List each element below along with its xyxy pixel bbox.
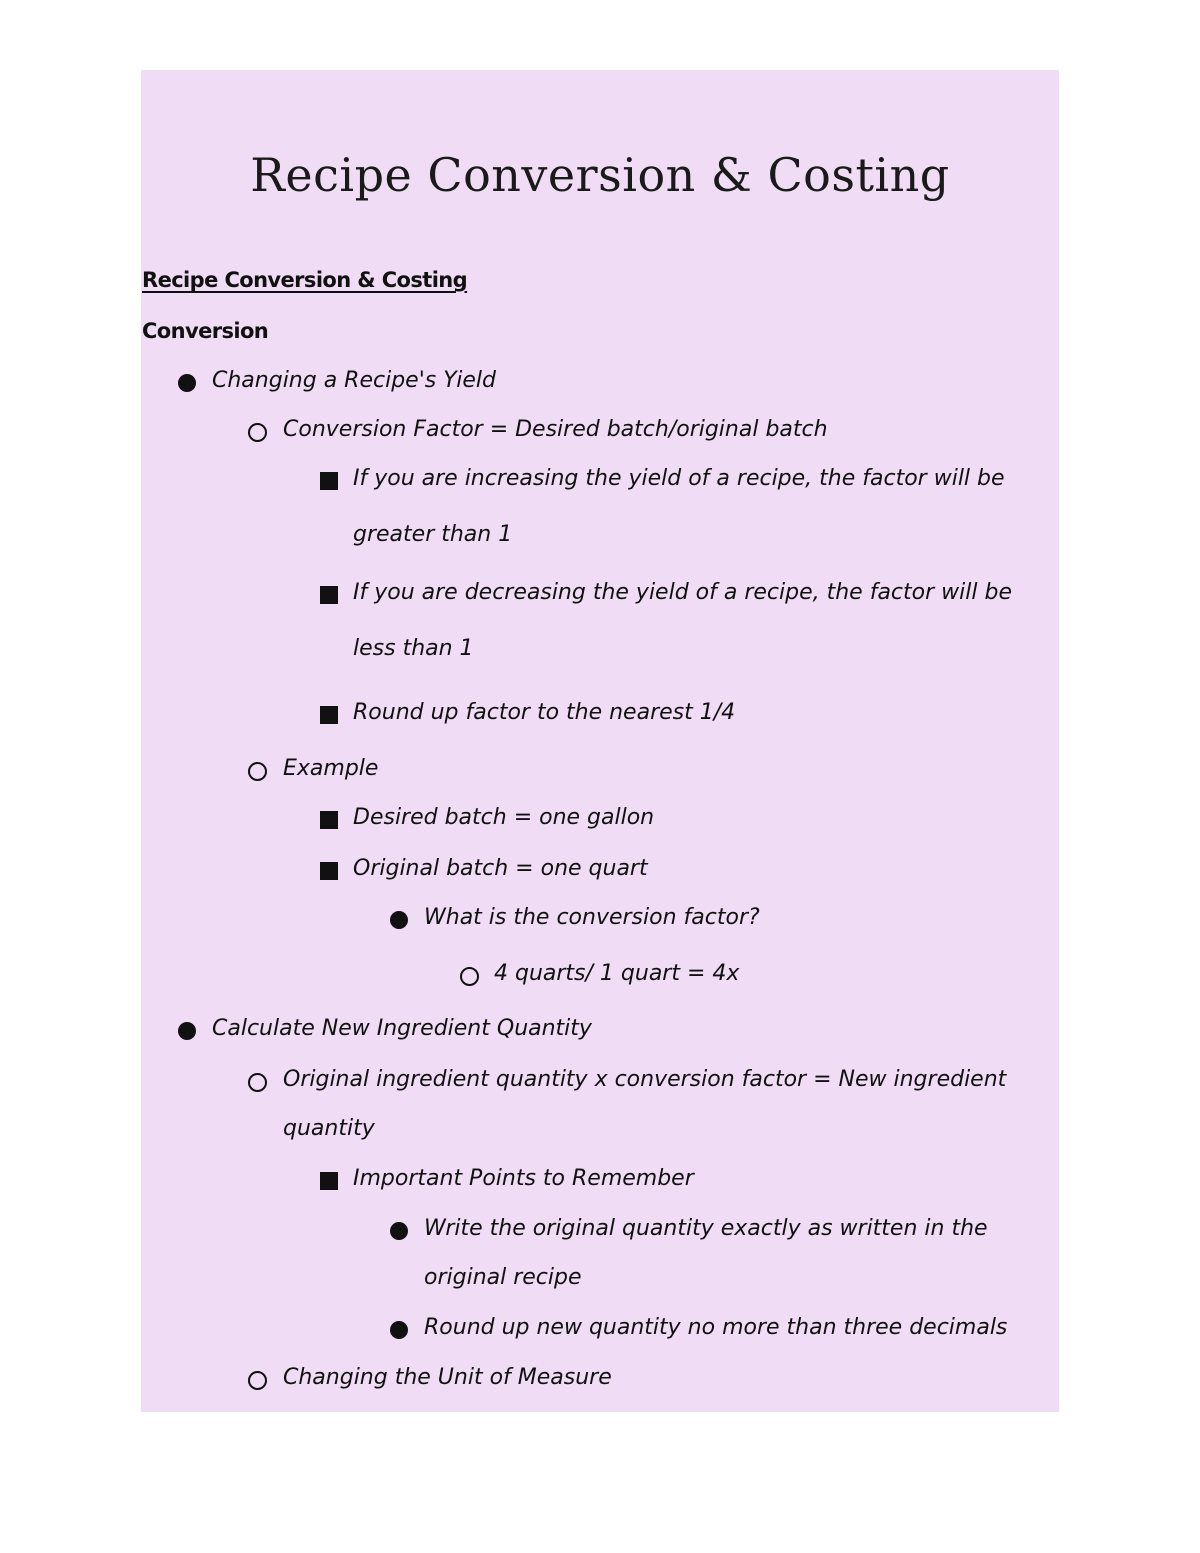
list-item: Example (283, 756, 379, 781)
section-heading-main: Recipe Conversion & Costing (142, 268, 468, 292)
bullet-square-icon (320, 586, 338, 604)
list-item: Original ingredient quantity x conversion factor = New ingredient (283, 1067, 1007, 1092)
section-heading-conversion: Conversion (142, 319, 269, 343)
list-item: If you are decreasing the yield of a recipe, the factor will be (353, 580, 1012, 605)
bullet-square-icon (320, 811, 338, 829)
list-item: Changing a Recipe's Yield (212, 368, 496, 393)
list-item: What is the conversion factor? (424, 905, 760, 930)
list-item: Write the original quantity exactly as written in the (424, 1216, 988, 1241)
bullet-circle-icon (248, 423, 267, 442)
list-item: Round up factor to the nearest 1/4 (353, 700, 736, 725)
list-item: Conversion Factor = Desired batch/original batch (283, 417, 828, 442)
list-item-continuation: original recipe (424, 1265, 582, 1290)
bullet-square-icon (320, 862, 338, 880)
bullet-circle-icon (460, 967, 479, 986)
bullet-disc-icon (390, 911, 408, 929)
bullet-circle-icon (248, 762, 267, 781)
list-item: Round up new quantity no more than three decimals (424, 1315, 1008, 1340)
list-item: Original batch = one quart (353, 856, 648, 881)
list-item: 4 quarts/ 1 quart = 4x (494, 961, 740, 986)
bullet-square-icon (320, 1172, 338, 1190)
bullet-disc-icon (390, 1222, 408, 1240)
bullet-circle-icon (248, 1073, 267, 1092)
list-item-continuation: greater than 1 (353, 522, 513, 547)
list-item: Important Points to Remember (353, 1166, 694, 1191)
bullet-disc-icon (178, 1022, 196, 1040)
bullet-square-icon (320, 472, 338, 490)
document-title: Recipe Conversion & Costing (250, 148, 950, 202)
list-item: Changing the Unit of Measure (283, 1365, 612, 1390)
list-item: Desired batch = one gallon (353, 805, 655, 830)
list-item-continuation: quantity (283, 1116, 375, 1141)
bullet-square-icon (320, 706, 338, 724)
bullet-disc-icon (390, 1321, 408, 1339)
bullet-circle-icon (248, 1371, 267, 1390)
list-item: If you are increasing the yield of a recipe, the factor will be (353, 466, 1005, 491)
list-item: Calculate New Ingredient Quantity (212, 1016, 592, 1041)
bullet-disc-icon (178, 374, 196, 392)
list-item-continuation: less than 1 (353, 636, 474, 661)
